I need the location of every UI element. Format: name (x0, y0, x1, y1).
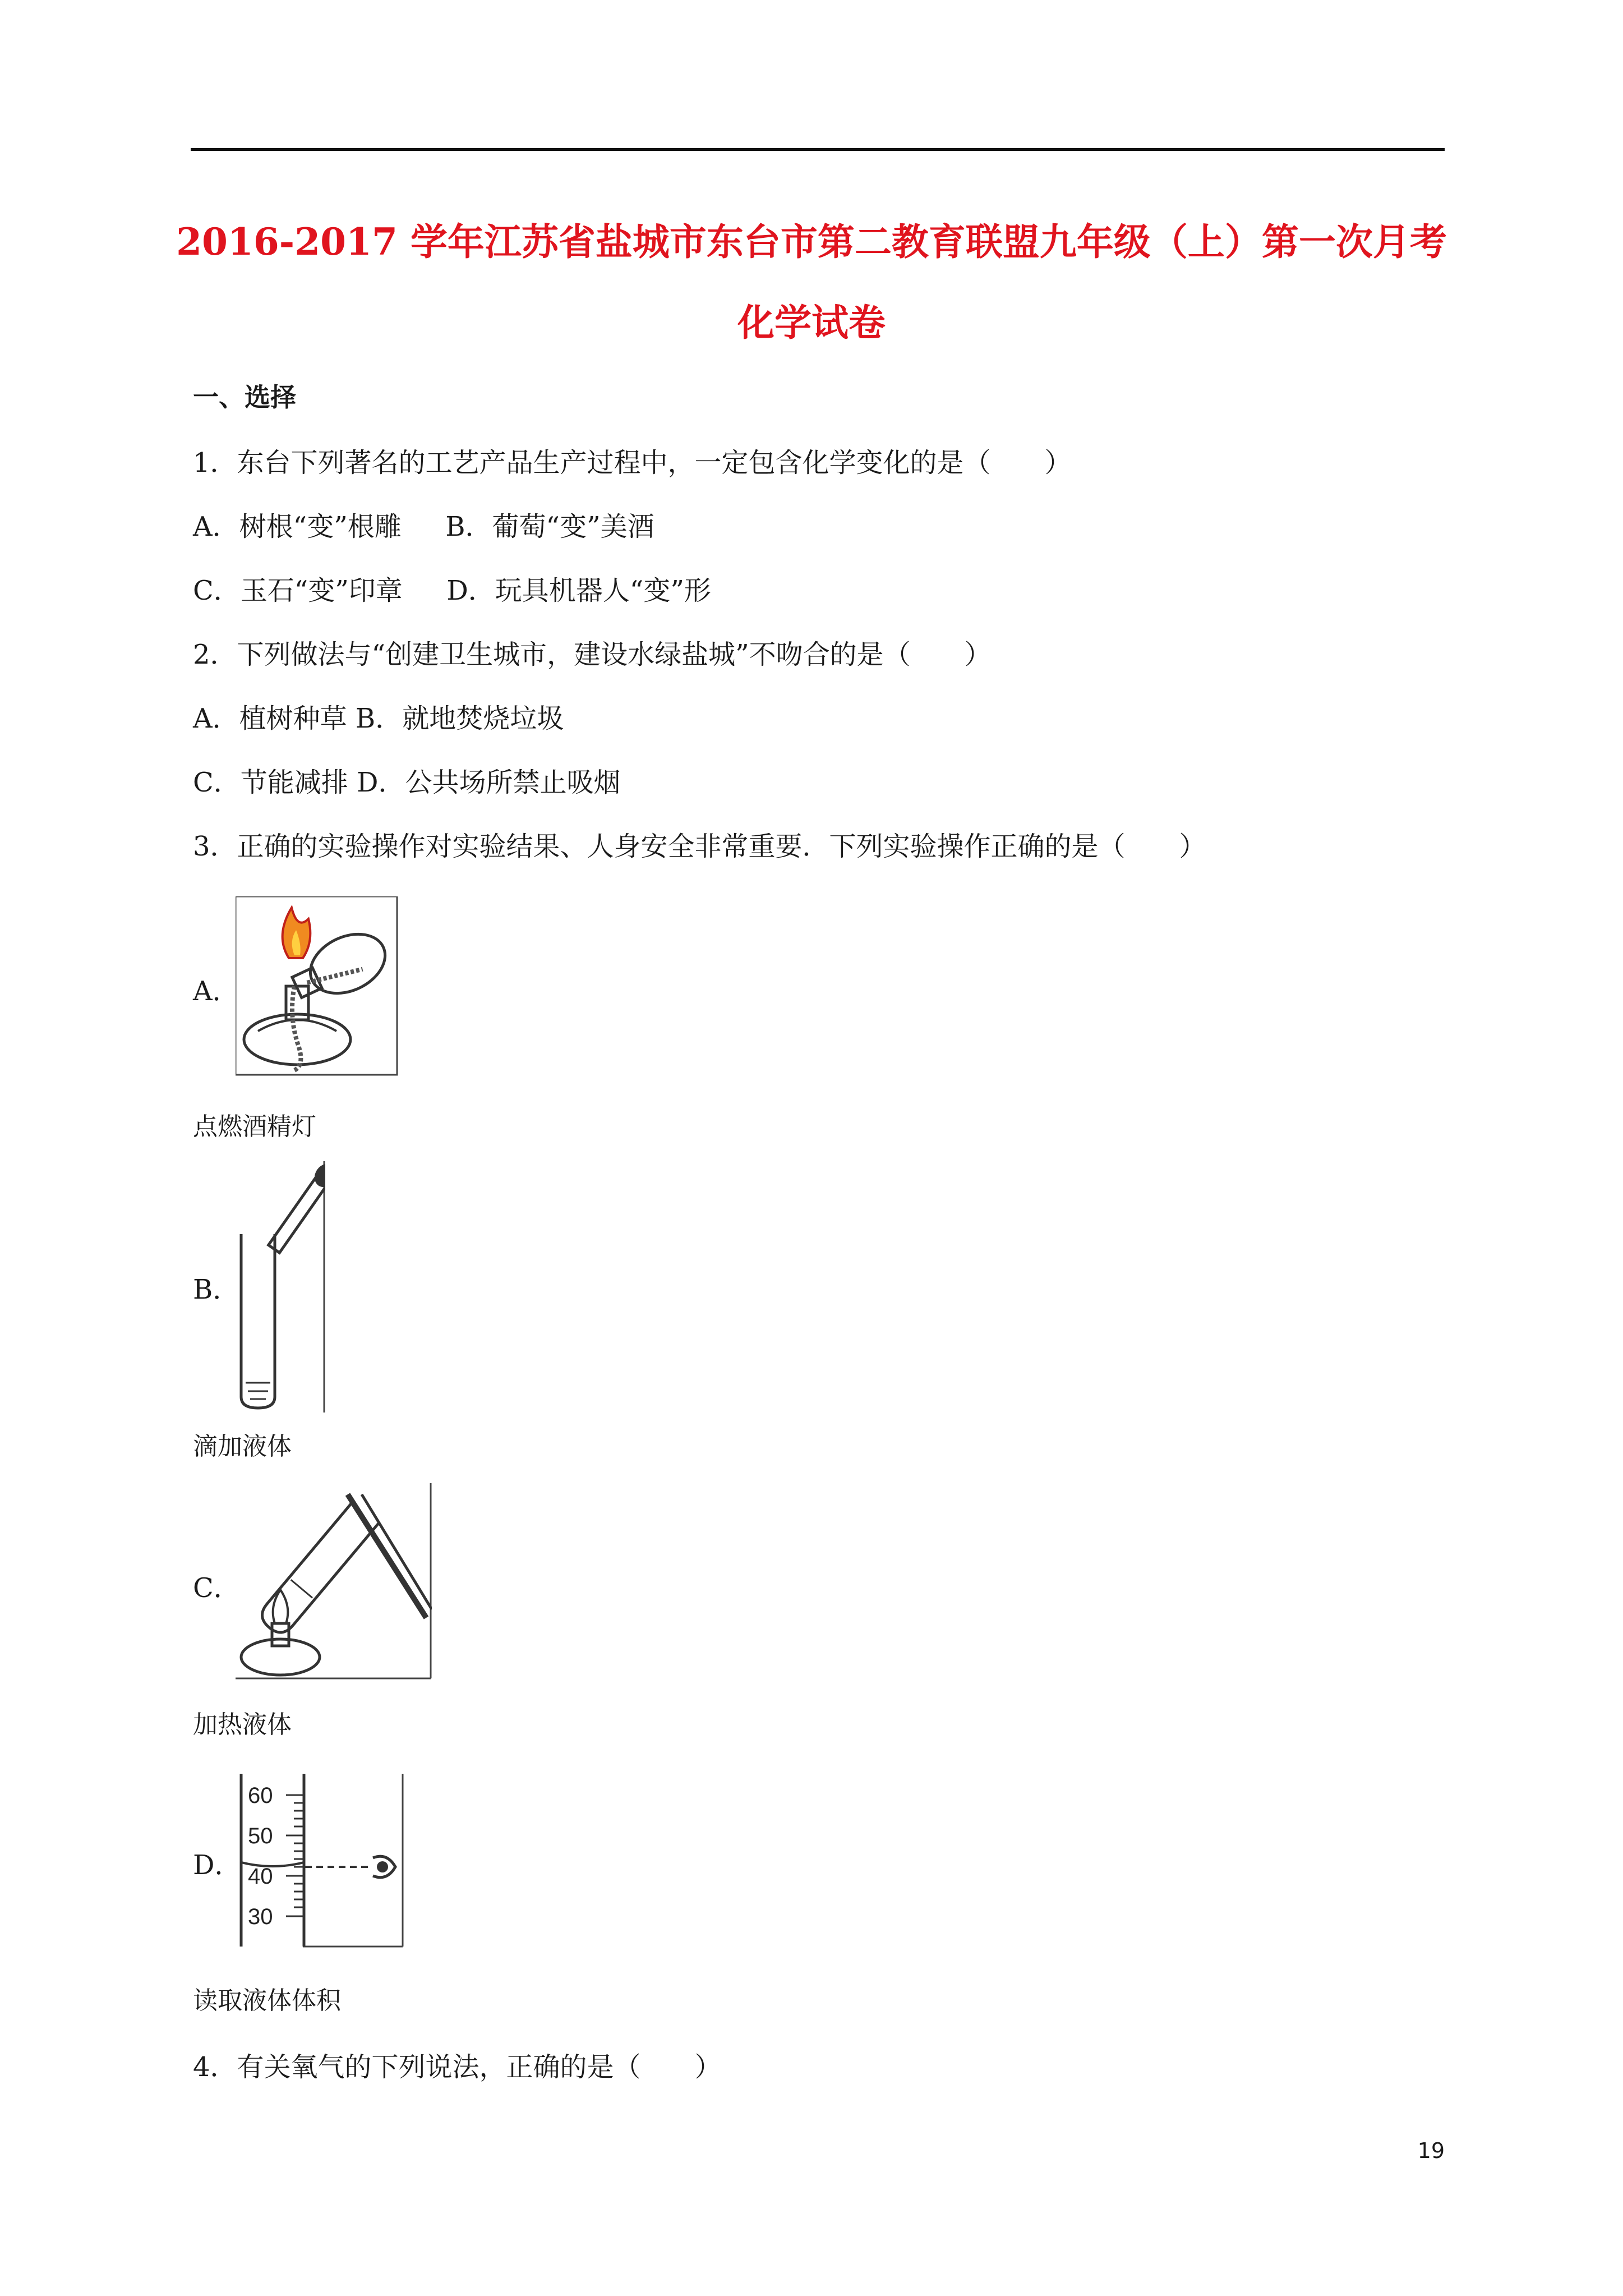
q3-stem: 3．正确的实验操作对实验结果、人身安全非常重要．下列实验操作正确的是（ ） (193, 831, 1206, 862)
q2-stem: 2．下列做法与“创建卫生城市，建设水绿盐城”不吻合的是（ ） (193, 639, 992, 670)
alcohol-lamp-lighting-icon (236, 896, 398, 1076)
cylinder-tick-50: 50 (248, 1824, 273, 1848)
heating-test-tube-icon (236, 1483, 432, 1680)
q3-option-a-caption: 点燃酒精灯 (193, 1112, 316, 1141)
q1-stem: 1．东台下列著名的工艺产品生产过程中，一定包含化学变化的是（ ） (193, 447, 1072, 478)
q3-option-a-letter: A． (193, 976, 239, 1007)
cylinder-tick-60: 60 (248, 1783, 273, 1808)
q2-options-row1: A．植树种草 B．就地焚烧垃圾 (193, 703, 564, 734)
dropper-test-tube-icon (236, 1161, 325, 1414)
q3-option-b-caption: 滴加液体 (193, 1432, 292, 1461)
q3-option-b-letter: B． (193, 1274, 240, 1305)
q3-option-d-letter: D． (193, 1849, 242, 1881)
exam-title-line1: 2016-2017 学年江苏省盐城市东台市第二教育联盟九年级（上）第一次月考 (176, 220, 1447, 264)
q1-options-row1: A．树根“变”根雕 B．葡萄“变”美酒 (193, 511, 654, 542)
q3-option-c-caption: 加热液体 (193, 1710, 292, 1739)
q3-option-c-letter: C． (193, 1572, 241, 1604)
page-number: 19 (1417, 2138, 1445, 2163)
q1-options-row2: C．玉石“变”印章 D．玩具机器人“变”形 (193, 575, 711, 606)
graduated-cylinder-reading-icon (236, 1774, 404, 1948)
q2-options-row2: C．节能减排 D．公共场所禁止吸烟 (193, 767, 621, 798)
exam-title-line2: 化学试卷 (737, 301, 886, 344)
cylinder-tick-40: 40 (248, 1864, 273, 1889)
header-rule (191, 148, 1445, 151)
cylinder-tick-30: 30 (248, 1904, 273, 1929)
q4-stem: 4．有关氧气的下列说法，正确的是（ ） (193, 2051, 722, 2083)
q3-option-d-caption: 读取液体体积 (193, 1986, 341, 2015)
section-heading: 一、选择 (193, 382, 296, 412)
